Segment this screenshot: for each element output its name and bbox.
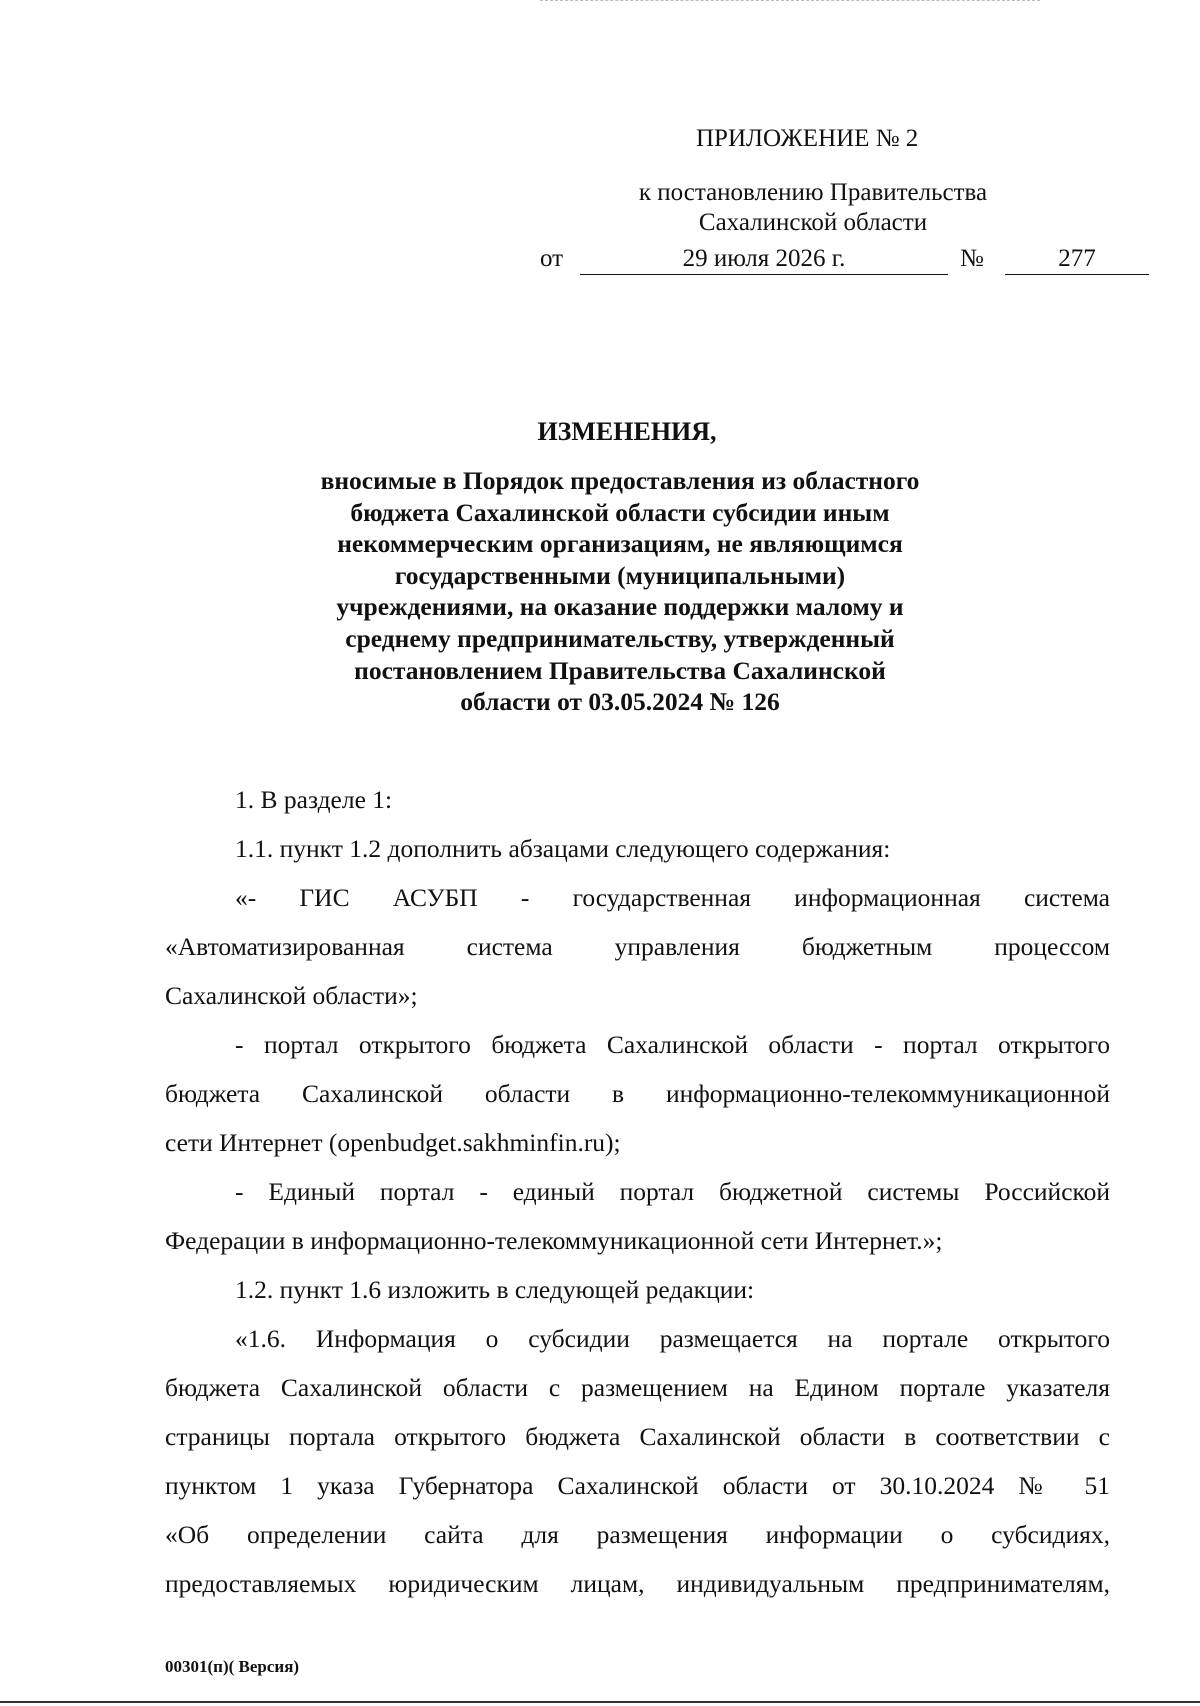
appendix-title: ПРИЛОЖЕНИЕ № 2 [696, 125, 919, 152]
subtitle-line: учреждениями, на оказание поддержки малому и [336, 592, 904, 622]
paragraph-1-6-line: страницы портала открытого бюджета Сахалинской области в соответствии с [165, 1422, 1110, 1451]
subtitle-line: области от 03.05.2024 № 126 [460, 687, 780, 717]
paragraph-unified-portal-line: - Единый портал - единый портал бюджетной системы Российской [235, 1177, 1110, 1206]
document-body [165, 775, 1110, 1608]
appendix-reference [598, 178, 1028, 238]
paragraph-gis-line: Сахалинской области»; [165, 981, 418, 1010]
paragraph-unified-portal-line: Федерации в информационно-телекоммуникационной сети Интернет.»; [165, 1226, 943, 1255]
paragraph-1-6-line: предоставляемых юридическим лицам, индивидуальным предпринимателям, [165, 1569, 1110, 1598]
appendix-line-1: к постановлению Правительства [638, 179, 988, 206]
subtitle-line: бюджета Сахалинской области субсидии иным [350, 497, 890, 527]
subtitle-line: государственными (муниципальными) [394, 560, 846, 590]
paragraph-portal-line: сети Интернет (openbudget.sakhminfin.ru); [165, 1128, 621, 1157]
paragraph-1-6-line: бюджета Сахалинской области с размещением на Едином портале указателя [165, 1373, 1110, 1402]
subtitle-line: вносимые в Порядок предоставления из областного [320, 466, 920, 495]
from-label: от [540, 245, 564, 272]
paragraph-portal-line: - портал открытого бюджета Сахалинской области - портал открытого [235, 1030, 1110, 1059]
changes-title: ИЗМЕНЕНИЯ, [537, 417, 717, 446]
appendix-line-2: Сахалинской области [698, 209, 928, 236]
paragraph-1-6-line: «Об определении сайта для размещения информации о субсидиях, [165, 1520, 1110, 1549]
paragraph-gis-line: «Автоматизированная система управления бюджетным процессом [165, 932, 1110, 961]
subtitle-line: некоммерческим организациям, не являющимся [337, 529, 903, 559]
bottom-scan-line [0, 1701, 1200, 1703]
paragraph-1-1: 1.1. пункт 1.2 дополнить абзацами следующего содержания: [235, 834, 891, 863]
paragraph-portal-line: бюджета Сахалинской области в информационно-телекоммуникационной [165, 1079, 1110, 1108]
subtitle-line: постановлением Правительства Сахалинской [354, 655, 886, 685]
paragraph-section-1: 1. В разделе 1: [235, 785, 393, 814]
changes-subtitle [250, 465, 990, 718]
resolution-number: 277 [1005, 244, 1149, 275]
resolution-date: 29 июля 2026 г. [580, 244, 948, 275]
document-footer-code: 00301(п)( Версия) [165, 1657, 300, 1676]
paragraph-1-2: 1.2. пункт 1.6 изложить в следующей редакции: [235, 1275, 755, 1304]
top-scan-line [540, 0, 1040, 1]
paragraph-1-6-line: «1.6. Информация о субсидии размещается на портале открытого [235, 1324, 1110, 1353]
number-sign: № [960, 245, 984, 272]
paragraph-gis-line: «- ГИС АСУБП - государственная информационная система [235, 883, 1110, 912]
paragraph-1-6-line: пунктом 1 указа Губернатора Сахалинской области от 30.10.2024 № 51 [165, 1471, 1110, 1500]
subtitle-line: среднему предпринимательству, утвержденный [345, 623, 895, 653]
